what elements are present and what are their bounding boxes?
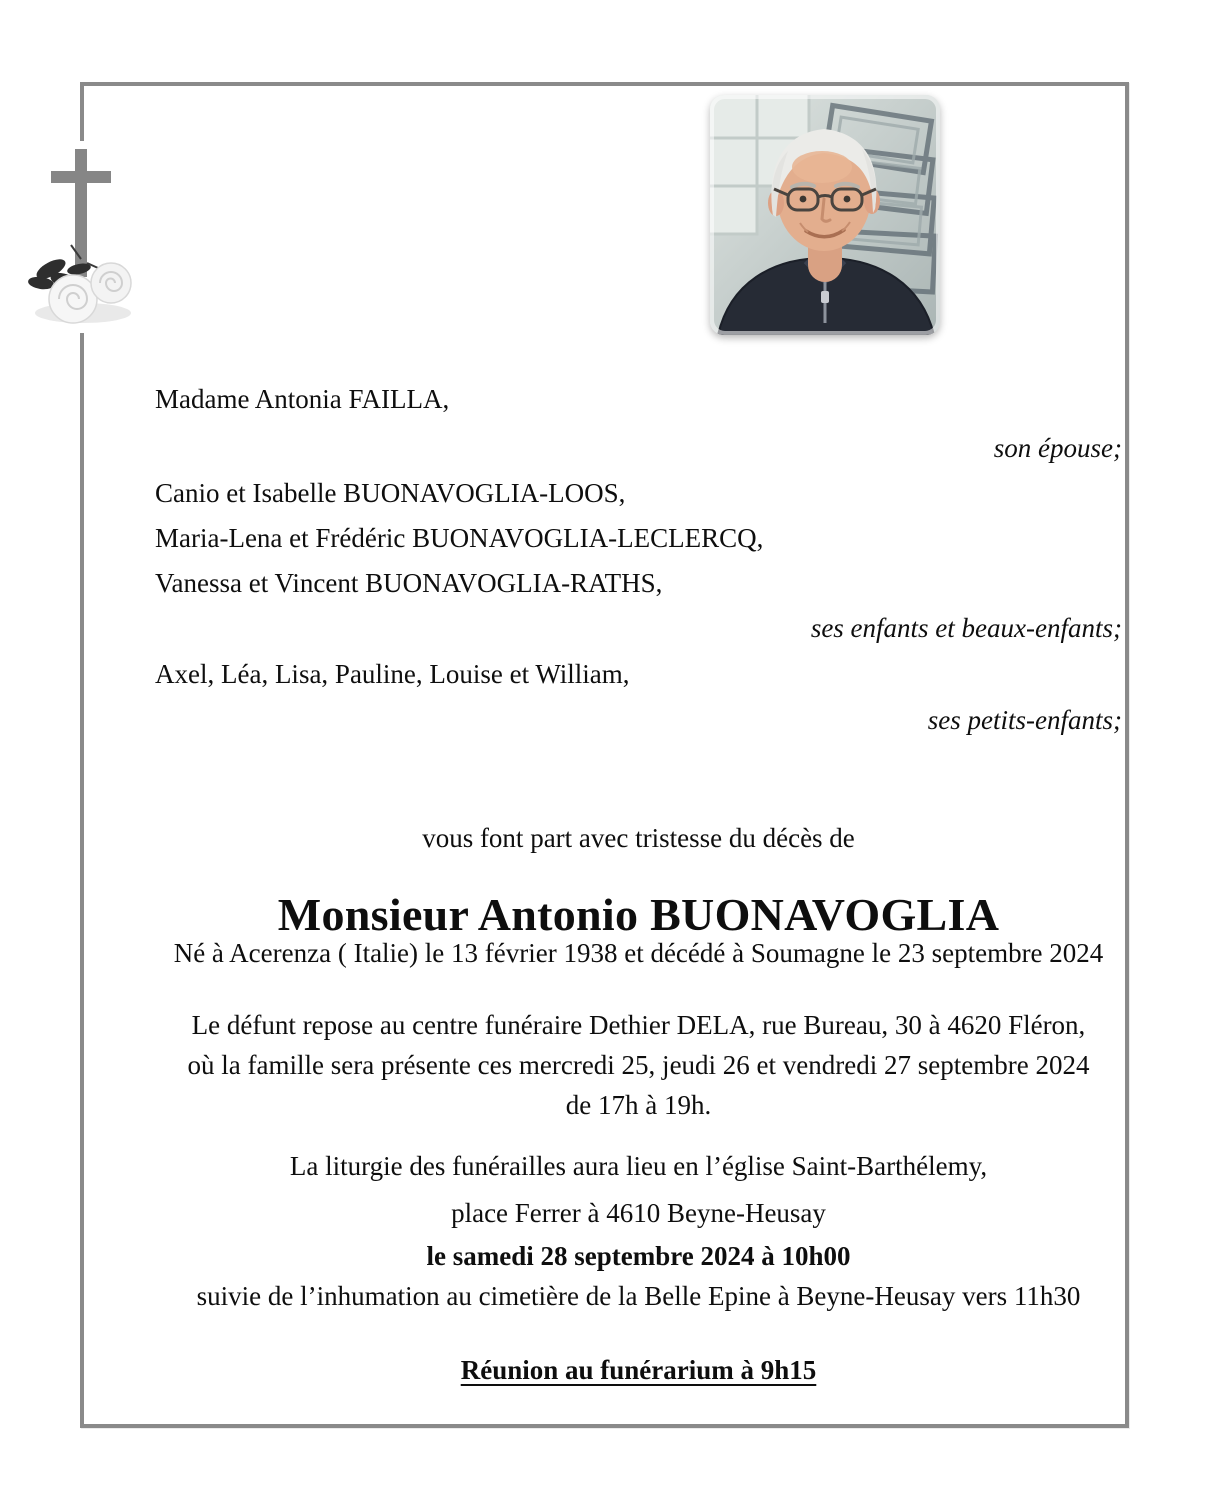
deceased-name-title: Monsieur Antonio BUONAVOGLIA (277, 889, 1000, 940)
cross-and-roses-icon (21, 141, 141, 333)
funeral-line-1: La liturgie des funérailles aura lieu en l’église Saint-Barthélemy, (289, 1151, 988, 1181)
child-line-2: Maria-Lena et Frédéric BUONAVOGLIA-LECLERCQ, (155, 523, 764, 553)
repose-line-3: de 17h à 19h. (565, 1090, 712, 1120)
meeting-line (155, 1355, 1122, 1386)
spouse-name-line: Madame Antonia FAILLA, (155, 384, 450, 414)
life-dates-line: Né à Acerenza ( Italie) le 13 février 1938 et décédé à Soumagne le 23 septembre 2024 (173, 938, 1104, 968)
repose-line-2: où la famille sera présente ces mercredi 25, jeudi 26 et vendredi 27 septembre 2024 (187, 1050, 1090, 1080)
child-line-3: Vanessa et Vincent BUONAVOGLIA-RATHS, (155, 568, 663, 598)
spouse-role-line: son épouse; (993, 433, 1122, 463)
announcement-intro: vous font part avec tristesse du décès de (422, 823, 855, 853)
memorial-cross-icon (21, 141, 141, 333)
repose-line-1: Le défunt repose au centre funéraire Dethier DELA, rue Bureau, 30 à 4620 Fléron, (191, 1010, 1086, 1040)
deceased-portrait-photo (710, 95, 940, 335)
funeral-line-3: suivie de l’inhumation au cimetière de la Belle Epine à Beyne-Heusay vers 11h30 (196, 1281, 1081, 1311)
funeral-line-2: place Ferrer à 4610 Beyne-Heusay (451, 1198, 826, 1228)
meeting-text: Réunion au funérarium à 9h15 (460, 1355, 817, 1385)
grandchildren-line: Axel, Léa, Lisa, Pauline, Louise et William, (155, 659, 630, 689)
portrait-illustration (710, 95, 940, 335)
child-line-1: Canio et Isabelle BUONAVOGLIA-LOOS, (155, 478, 626, 508)
grandchildren-role-line: ses petits-enfants; (927, 705, 1122, 735)
funeral-date-line: le samedi 28 septembre 2024 à 10h00 (426, 1241, 851, 1271)
children-role-line: ses enfants et beaux-enfants; (810, 613, 1122, 643)
